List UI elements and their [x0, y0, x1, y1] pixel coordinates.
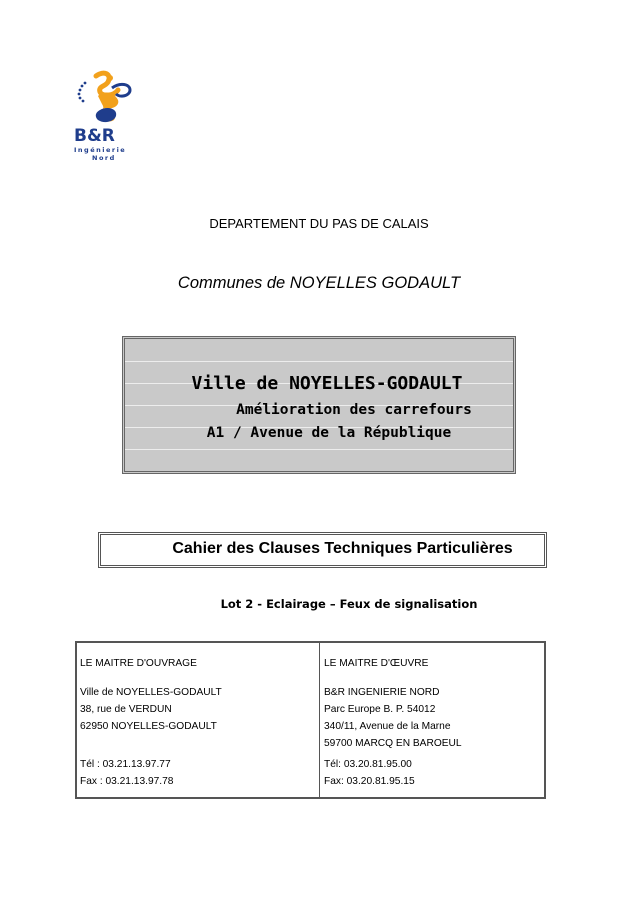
maitre-ouvrage-address1: 38, rue de VERDUN: [80, 704, 172, 715]
department-heading: DEPARTEMENT DU PAS DE CALAIS: [209, 216, 429, 231]
document-title-box: [98, 532, 547, 568]
maitre-ouvrage-name: Ville de NOYELLES-GODAULT: [80, 687, 222, 698]
project-box: [122, 336, 516, 474]
maitre-ouvrage-tel: Tél : 03.21.13.97.77: [80, 759, 171, 770]
maitre-ouvrage-fax: Fax : 03.21.13.97.78: [80, 776, 174, 787]
logo-line2: Nord: [92, 154, 116, 162]
document-title: Cahier des Clauses Techniques Particulières: [172, 540, 513, 557]
contacts-table: [75, 641, 546, 799]
maitre-ouvrage-heading: LE MAITRE D'OUVRAGE: [80, 658, 197, 669]
maitre-oeuvre-fax: Fax: 03.20.81.95.15: [324, 776, 415, 787]
lot-heading: Lot 2 - Eclairage – Feux de signalisation: [220, 597, 478, 611]
project-subject: Amélioration des carrefours: [236, 402, 472, 418]
maitre-oeuvre-address1: Parc Europe B. P. 54012: [324, 704, 436, 715]
maitre-oeuvre-tel: Tél: 03.20.81.95.00: [324, 759, 412, 770]
company-logo: [74, 70, 144, 180]
maitre-ouvrage-cell: [77, 643, 320, 797]
figure-logo-icon: [74, 70, 144, 130]
logo-brand: B&R: [74, 126, 115, 146]
maitre-ouvrage-address2: 62950 NOYELLES-GODAULT: [80, 721, 217, 732]
maitre-oeuvre-name: B&R INGENIERIE NORD: [324, 687, 440, 698]
maitre-oeuvre-address3: 59700 MARCQ EN BAROEUL: [324, 738, 462, 749]
project-location: A1 / Avenue de la République: [206, 425, 452, 441]
logo-line1: Ingénierie: [74, 146, 127, 154]
maitre-oeuvre-heading: LE MAITRE D'ŒUVRE: [324, 658, 429, 669]
maitre-oeuvre-cell: [320, 643, 544, 797]
communes-heading: Communes de NOYELLES GODAULT: [177, 274, 461, 292]
project-city: Ville de NOYELLES-GODAULT: [191, 373, 463, 394]
maitre-oeuvre-address2: 340/11, Avenue de la Marne: [324, 721, 451, 732]
